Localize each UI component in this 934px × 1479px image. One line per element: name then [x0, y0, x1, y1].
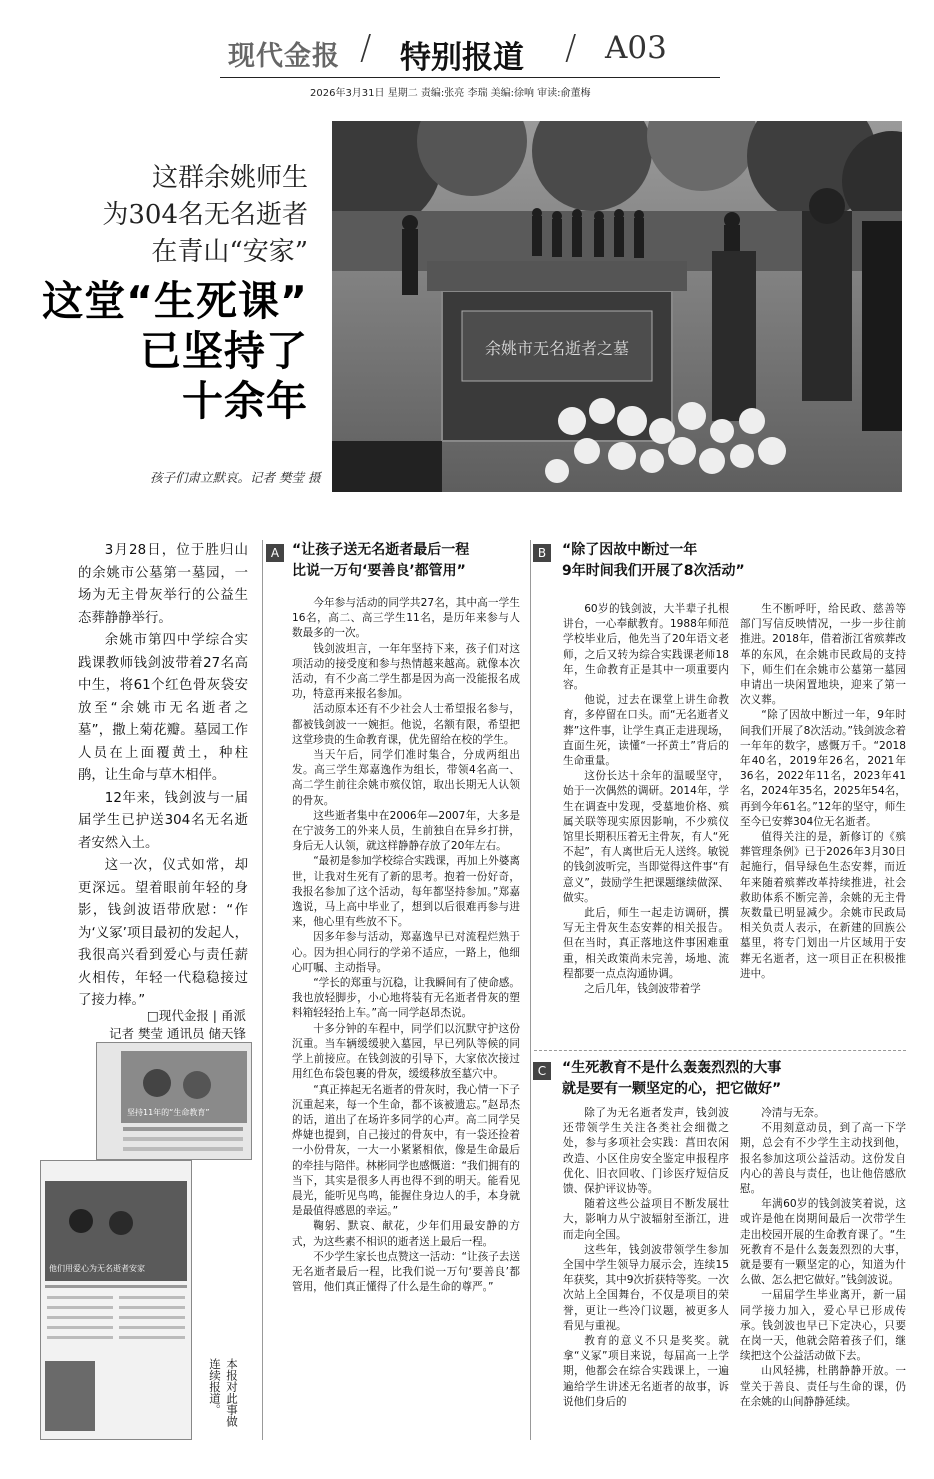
section-b-body-left — [563, 602, 729, 1042]
section-c-title-line-1: “生死教育不是什么轰轰烈烈的大事 — [562, 1060, 782, 1076]
subhead-line-1: 这群余姚师生 — [151, 163, 308, 193]
masthead-rule — [220, 77, 720, 78]
thumbnail-title: 坚持11年的“生命教育” — [127, 1108, 210, 1117]
section-b-title-line-2: 9年时间我们开展了8次活动” — [562, 563, 745, 579]
masthead-brand: 现代金报 — [228, 41, 340, 72]
intro-paragraph: 3月28日，位于胜归山的余姚市公墓第一墓园，一场为无主骨灰举行的公益生态葬静静举行。 — [78, 543, 248, 626]
subhead-line-3: 在青山“安家” — [151, 237, 308, 267]
body-paragraph: 鞠躬、默哀、献花，少年们用最安静的方式，为这些素不相识的逝者送上最后一程。 — [292, 1220, 520, 1248]
follow-up-note: 本报对此事做连续报道。 — [208, 1358, 239, 1427]
intro-paragraph: 12年来，钱剑波与一届届学生已护送304名无名逝者安然入土。 — [78, 790, 248, 851]
previous-report-thumbnail — [40, 1160, 192, 1440]
body-paragraph: 教育的意义不只是奖奖。就拿“义冢”项目来说，每届高一上学期，他都会在综合实践课上，一遍遍给学生讲述无名逝者的故事，诉说他们身后的 — [563, 1335, 729, 1408]
body-paragraph: 这些年，钱剑波带领学生参加全国中学生领导力展示会，连续15年获奖，其中9次折获特等奖。一次次站上全国舞台，不仅是项目的荣誉，更让一些冷门议题，被更多人看见与重视。 — [563, 1243, 729, 1332]
photo-caption: 孩子们肃立默哀。记者 樊莹 摄 — [150, 470, 321, 485]
byline-source: □现代金报 | 甬派 — [147, 1008, 246, 1023]
body-paragraph: 一届届学生毕业离开，新一届同学接力加入，爱心早已形成传承。钱剑波也早已下定决心，只要在岗一天，他就会陪着孩子们，继续把这个公益活动做下去。 — [740, 1289, 906, 1363]
body-paragraph: 60岁的钱剑波，大半辈子扎根讲台，一心奉献教育。1988年师范学校毕业后，他先当了20年语文老师，之后又转为综合实践课老师18年，生命教育正是其中一项重要内容。 — [563, 603, 729, 692]
body-paragraph: 这些逝者集中在2006年—2007年，大多是在宁波务工的外来人员，生前独自在异乡打拼，身后无人认领，就这样静静存放了20年左右。 — [292, 809, 520, 853]
body-paragraph: “学长的郑重与沉稳，让我瞬间有了使命感。我也放轻脚步，小心地将装有无名逝者骨灰的塑料箱轻轻抬上车。”高一同学赵昂杰说。 — [292, 977, 520, 1020]
intro-paragraph: 这一次，仪式如常，却更深远。望着眼前年轻的身影，钱剑波语带欣慰：“作为‘义冢’项目最初的发起人，我很高兴看到爱心与责任薪火相传，年轻一代稳稳接过了接力棒。” — [78, 858, 248, 1008]
headline-line-2: 已坚持了 — [140, 327, 308, 375]
body-paragraph: 冷清与无奈。 — [761, 1107, 825, 1119]
masthead-section: 特别报道 — [400, 40, 524, 76]
byline-reporters: 记者 樊莹 通讯员 储天锋 — [109, 1026, 246, 1041]
body-paragraph: 这份长达十余年的温暖坚守，始于一次偶然的调研。2014年，学生在调查中发现，受墓地价格、殡属关联等现实原因影响，不少殡仪馆里长期积压着无主骨灰，有人“死不起”，有人离世后无人送终。敏锐的钱剑波听完，当即觉得这件事“有意义”，鼓励学生把课题继续做深、做实。 — [563, 770, 729, 904]
section-a-title-line-1: “让孩子送无名逝者最后一程 — [292, 542, 470, 558]
body-paragraph: 生不断呼吁，给民政、慈善等部门写信反映情况，一步一步往前推进。2018年，借着浙江省殡葬改革的东风，在余姚市民政局的支持下，师生们在余姚市公墓第一墓园申请出一块闲置地块，迎来了第一次义葬。 — [740, 603, 906, 707]
body-paragraph: 十多分钟的车程中，同学们以沉默守护这份沉重。当车辆缓缓驶入墓园，早已列队等候的同学上前接应。在钱剑波的引导下，大家依次接过用红色布袋包裹的骨灰，缓缓移放至墓穴中。 — [292, 1022, 520, 1081]
body-paragraph: 随着这些公益项目不断发展壮大，影响力从宁波辐射至浙江，进而走向全国。 — [563, 1198, 729, 1241]
body-paragraph: “最初是参加学校综合实践课，再加上外婆离世，让我对生死有了新的思考。抱着一份好奇，我报名参加了这个活动，每年都坚持参加。”郑嘉逸说，马上高中毕业了，想到以后很难再参与进来，他心里有些放不下。 — [292, 855, 520, 929]
previous-report-thumbnail — [96, 1042, 252, 1160]
body-paragraph: 不少学生家长也点赞这一活动：“让孩子去送无名逝者最后一程，比我们说一万句‘要善良’都管用，他们真正懂得了什么是生命的尊严。” — [292, 1250, 520, 1294]
section-divider — [534, 1050, 906, 1051]
column-divider — [262, 540, 263, 1440]
section-a-body — [292, 596, 520, 1446]
body-paragraph: “除了因故中断过一年，9年时间我们开展了8次活动。”钱剑波念着一年年的数字，感慨万千。“2018年40名，2019年26名，2021年36名，2022年11名，2023年41名，2024年35名，2025年54名，再到今年61名。”12年的坚守，师生至今已安葬304位无名逝者。 — [740, 709, 906, 828]
dateline: 2026年3月31日 星期二 责编:张亮 李瑞 美编:徐响 审读:俞董梅 — [310, 88, 591, 99]
main-photo-illustration — [332, 121, 902, 492]
body-paragraph: 此后，师生一起走访调研，撰写无主骨灰生态安葬的相关报告。但在当时，真正落地这件事困难重重，相关政策尚未完善，场地、流程都要一点点沟通协调。 — [563, 907, 729, 980]
masthead-divider: / — [565, 28, 577, 68]
subhead-line-2: 为304名无名逝者 — [102, 200, 308, 230]
section-c-body-right — [740, 1106, 906, 1446]
body-paragraph: 之后几年，钱剑波带着学 — [584, 983, 701, 996]
section-b-body-right — [740, 602, 906, 1042]
body-paragraph: 值得关注的是，新修订的《殡葬管理条例》已于2026年3月30日起施行，倡导绿色生态安葬，而近年来随着殡葬改革持续推进，社会救助体系不断完善，余姚的无主骨灰数量已明显减少。余姚市民政局相关负责人表示，在新建的回族公墓里，将专门划出一片区域用于安葬无名逝者，这一项目正在积极推进中。 — [740, 831, 906, 980]
section-b-title-line-1: “除了因故中断过一年 — [562, 542, 698, 558]
section-c-body-left — [563, 1106, 729, 1446]
body-paragraph: 山风轻拂，杜鹃静静开放。一堂关于善良、责任与生命的课，仍在余姚的山间静静延续。 — [740, 1365, 906, 1408]
body-paragraph: 钱剑波坦言，一年年坚持下来，孩子们对这项活动的接受度和参与热情越来越高。就像本次活动，有不少高二学生都是因为高一没能报名成功，特意再来报名参加。 — [292, 642, 520, 701]
headline-line-3: 十余年 — [182, 377, 308, 425]
main-photo — [332, 121, 902, 492]
body-paragraph: “真正捧起无名逝者的骨灰时，我心情一下子沉重起来，每一个生命，都不该被遗忘。”赵昂杰的话，道出了在场许多同学的心声。高二同学吴烨婕也提到，自己接过的骨灰中，有一袋还捡着一小份骨灰，一大一小紧紧相依，像是生命最后的牵挂与陪伴。林彬同学也感慨道：“我们拥有的当下，其实是很多人再也得不到的明天。能看见晨光，能听见鸟鸣，能握住身边人的手，本身就是最值得感恩的幸运。” — [292, 1083, 520, 1218]
body-paragraph: 他说，过去在课堂上讲生命教育，多停留在口头。而“无名逝者义葬”这件事，让学生真正走进现场，直面生死，读懂“一抔黄土”背后的生命重量。 — [563, 694, 729, 768]
section-a-title-line-2: 比说一万句‘要善良’都管用” — [292, 563, 466, 579]
body-paragraph: 不用刻意动员，到了高一下学期，总会有不少学生主动找到他，报名参加这项公益活动。这份发自内心的善良与责任，也让他倍感欣慰。 — [740, 1122, 906, 1196]
section-c-title-line-2: 就是要有一颗坚定的心，把它做好” — [562, 1081, 782, 1097]
thumbnail-illustration — [97, 1043, 251, 1159]
masthead-page-number: A03 — [605, 30, 667, 66]
body-paragraph: 因多年参与活动，郑嘉逸早已对流程烂熟于心。因为担心同行的学弟不适应，一路上，他细心叮嘱、主动指导。 — [292, 931, 520, 974]
thumbnail-title: 他们用爱心为无名逝者安家 — [49, 1264, 145, 1273]
headline-line-1: 这堂“生死课” — [42, 277, 308, 325]
section-a-marker: A — [266, 544, 284, 562]
section-c-marker: C — [533, 1062, 551, 1080]
section-b-marker: B — [533, 544, 551, 562]
masthead-divider: / — [360, 28, 372, 68]
intro-paragraph: 余姚市第四中学综合实践课教师钱剑波带着27名高中生，将61个红色骨灰袋安放至“余姚市无名逝者之墓”，撒上菊花瓣。墓园工作人员在上面覆黄土，种柱鹃，让生命与草木相伴。 — [78, 633, 248, 783]
body-paragraph: 今年参与活动的同学共27名，其中高一学生16名，高二、高三学生11名，是历年来参与人数最多的一次。 — [292, 597, 520, 640]
column-divider — [530, 540, 531, 1440]
thumbnail-illustration — [41, 1161, 191, 1439]
intro-text — [78, 540, 248, 1013]
body-paragraph: 年满60岁的钱剑波笑着说，这或许是他在岗期间最后一次带学生走出校园开展的生命教育课了。“生死教育不是什么轰轰烈烈的大事，就是要有一颗坚定的心，知道为什么做、怎么把它做好。”钱剑波说。 — [740, 1198, 906, 1287]
body-paragraph: 除了为无名逝者发声，钱剑波还带领学生关注各类社会细微之处，参与多项社会实践：菖田农闲改造、小区住房安全鉴定申报程序优化、旧衣回收、门诊医疗短信反馈、保护评议协等。 — [563, 1107, 729, 1196]
body-paragraph: 当天午后，同学们准时集合，分成两组出发。高三学生郑嘉逸作为组长，带领4名高一、高二学生前往余姚市殡仪馆，取出长期无人认领的骨灰。 — [292, 749, 520, 807]
tomb-inscription: 余姚市无名逝者之墓 — [484, 339, 630, 358]
masthead — [220, 28, 720, 74]
body-paragraph: 活动原本还有不少社会人士希望报名参与，都被钱剑波一一婉拒。他说，名额有限，希望把这堂珍贵的生命教育课，优先留给在校的学生。 — [292, 703, 520, 746]
byline — [78, 1007, 246, 1043]
